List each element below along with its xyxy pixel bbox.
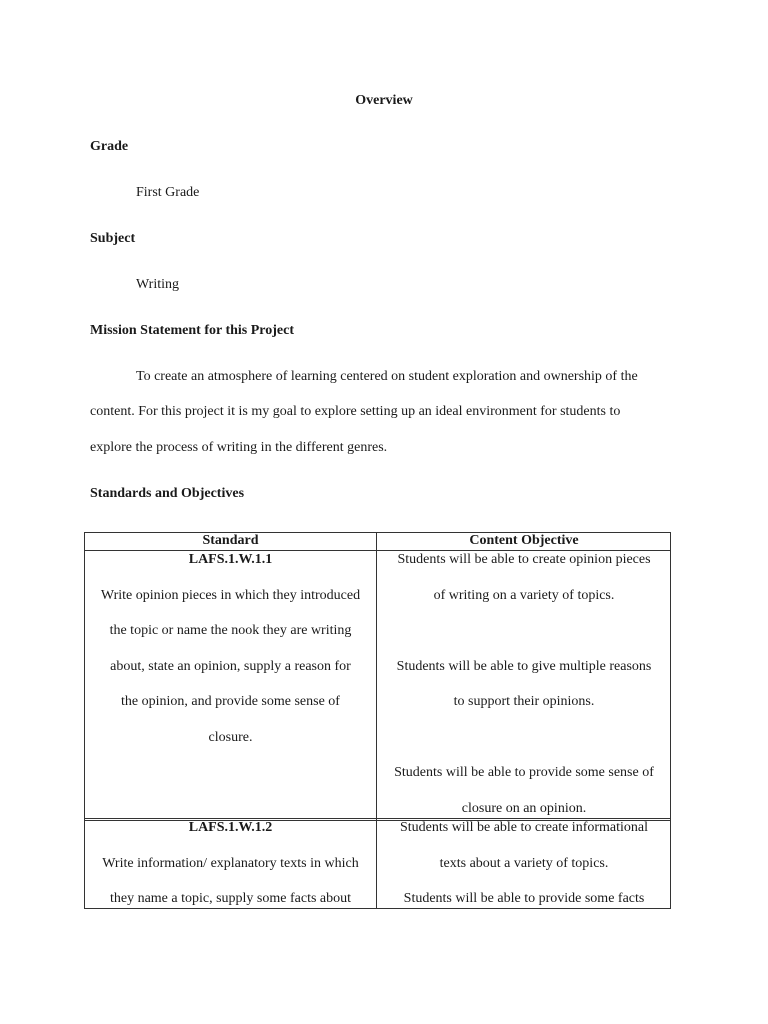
mission-line: explore the process of writing in the different genres. [90,440,388,455]
table-row-divider [84,818,671,819]
grade-value: First Grade [136,185,200,200]
table-header-divider [84,550,671,551]
objective-text-line: Students will be able to provide some facts [403,891,645,906]
objective-text-line: Students will be able to create informational [399,820,649,835]
standards-heading: Standards and Objectives [90,486,245,501]
standard-code: LAFS.1.W.1.1 [188,552,273,567]
mission-line: content. For this project it is my goal to explore setting up an ideal environment for students to [90,404,621,419]
grade-heading: Grade [90,139,129,154]
mission-heading: Mission Statement for this Project [90,323,294,338]
mission-line: To create an atmosphere of learning centered on student exploration and ownership of the [136,369,638,384]
standard-text-line: closure. [208,730,253,745]
objective-text-line: Students will be able to provide some sense of [394,765,654,780]
objective-text-line: closure on an opinion. [461,801,587,816]
standard-text-line: Write information/ explanatory texts in which [102,856,359,871]
objective-text-line: of writing on a variety of topics. [433,588,615,603]
standard-text-line: they name a topic, supply some facts about [109,891,352,906]
objective-text-line: Students will be able to give multiple reasons [396,659,652,674]
standard-text-line: Write opinion pieces in which they introduced [100,588,361,603]
subject-value: Writing [136,277,179,292]
objective-text-line: texts about a variety of topics. [439,856,609,871]
standard-text-line: about, state an opinion, supply a reason for [110,659,351,674]
table-header-objective: Content Objective [469,533,579,548]
table-header-standard: Standard [202,533,259,548]
table-bottom-border [84,908,671,909]
objective-text-line: Students will be able to create opinion pieces [397,552,651,567]
standard-code: LAFS.1.W.1.2 [188,820,273,835]
standard-text-line: the opinion, and provide some sense of [121,694,340,709]
objective-text-line: to support their opinions. [453,694,595,709]
subject-heading: Subject [90,231,136,246]
standard-text-line: the topic or name the nook they are writing [109,623,352,638]
page-title: Overview [355,93,413,108]
